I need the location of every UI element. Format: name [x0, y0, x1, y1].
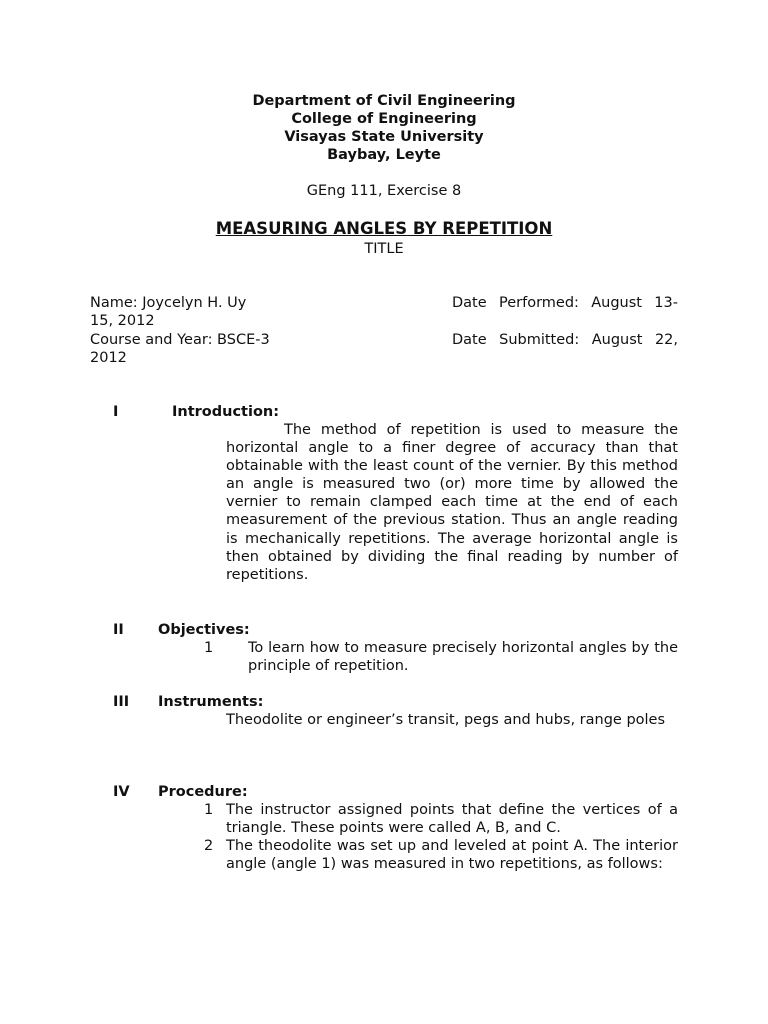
university-line: Visayas State University: [284, 129, 484, 145]
course-and-year: Course and Year: BSCE-3: [90, 332, 270, 348]
procedure-item-2: The theodolite was set up and leveled at point A. The interior angle (angle 1) was measured in two repetitions, as follows:: [226, 838, 678, 873]
section-heading-introduction: Introduction:: [172, 404, 280, 420]
instruments-text: Theodolite or engineer’s transit, pegs and hubs, range poles: [226, 712, 666, 728]
objective-item: To learn how to measure precisely horizontal angles by the principle of repetition.: [248, 640, 678, 675]
introduction-paragraph: [226, 421, 678, 584]
date-submitted: Date Submitted: August 22,: [452, 332, 678, 348]
college-line: College of Engineering: [291, 111, 477, 127]
title-caption: TITLE: [364, 241, 404, 257]
procedure-item-1: The instructor assigned points that define the vertices of a triangle. These points were called A, B, and C.: [226, 802, 678, 837]
procedure-number-2: 2: [204, 838, 214, 854]
introduction-text: The method of repetition is used to measure the horizontal angle to a finer degree of accuracy than that obtainable with the least count of the vernier. By this method an angle is measured two (or) more time by allowed the vernier to remain clamped each time at the end of each measurement of the previous station. Thus an angle reading is mechanically repetitions. The average horizontal angle is then obtained by dividing the final reading by number of repetitions.: [226, 422, 678, 583]
section-heading-objectives: Objectives:: [158, 622, 250, 638]
date-performed-continued: 15, 2012: [90, 313, 155, 329]
section-numeral-objectives: II: [113, 622, 124, 638]
objective-number: 1: [204, 640, 214, 656]
section-numeral-procedure: IV: [113, 784, 130, 800]
procedure-number-1: 1: [204, 802, 214, 818]
section-heading-instruments: Instruments:: [158, 694, 264, 710]
section-numeral-instruments: III: [113, 694, 130, 710]
info-row-course: [90, 331, 678, 367]
section-heading-procedure: Procedure:: [158, 784, 248, 800]
section-numeral-introduction: I: [113, 404, 119, 420]
info-row-name: [90, 294, 678, 330]
department-line: Department of Civil Engineering: [252, 93, 516, 109]
location-line: Baybay, Leyte: [327, 147, 441, 163]
course-exercise: GEng 111, Exercise 8: [306, 183, 462, 199]
document-title: MEASURING ANGLES BY REPETITION: [215, 219, 553, 238]
student-name: Name: Joycelyn H. Uy: [90, 295, 247, 311]
institution-header: [0, 92, 768, 164]
date-performed: Date Performed: August 13-: [452, 295, 678, 311]
date-submitted-continued: 2012: [90, 350, 127, 366]
